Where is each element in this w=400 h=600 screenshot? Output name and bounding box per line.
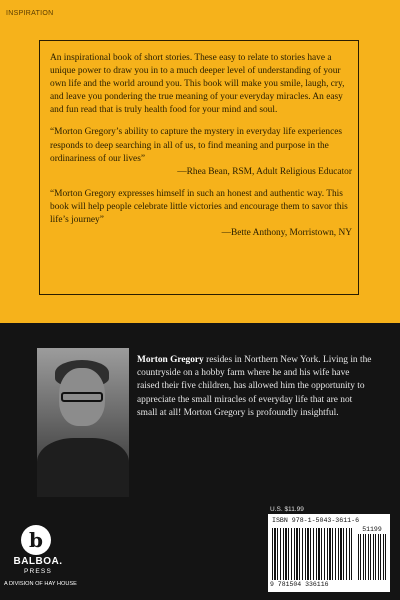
quote-2-text: “Morton Gregory expresses himself in such an honest and authentic way. This book will help people celebrate little victories and encourage them to savor this life’s journey” bbox=[50, 188, 348, 226]
barcode bbox=[268, 514, 390, 592]
author-photo bbox=[37, 348, 129, 497]
book-description: An inspirational book of short stories. These easy to relate to stories have a unique power to draw you in to a much deeper level of understanding of your own life and the world around you. This book will make you smile, laugh, cry, and leave you pondering the true meaning of your everyday miracles. An easy and fun read that is truly health food for your mind and soul. bbox=[50, 53, 345, 116]
blurb-text-block bbox=[50, 52, 352, 249]
barcode-bars bbox=[272, 528, 352, 580]
barcode-addon-bars bbox=[358, 534, 386, 580]
author-bio-text: resides in Northern New York. Living in the countryside on a hobby farm where he and his wife have raised their five children, has allowed him the opportunity to appreciate the small miracles of everyday life that are not small at all! Morton Gregory is profoundly insightful. bbox=[137, 355, 372, 418]
glasses-icon bbox=[61, 392, 103, 402]
barcode-addon-number: 51199 bbox=[362, 526, 382, 533]
author-shirt bbox=[37, 438, 129, 497]
balboa-logo-icon: b bbox=[21, 525, 51, 555]
quote-1-text: “Morton Gregory’s ability to capture the mystery in everyday life experiences responds to deep searching in all of us, to find meaning and purpose in the ordinariness of our lives” bbox=[50, 127, 343, 164]
isbn-text: ISBN 978-1-5043-3611-6 bbox=[272, 517, 360, 524]
category-label: INSPIRATION bbox=[6, 10, 54, 17]
author-bio bbox=[137, 354, 372, 420]
author-name: Morton Gregory bbox=[137, 355, 204, 365]
publisher-sub: PRESS bbox=[23, 568, 53, 575]
publisher-division: A DIVISION OF HAY HOUSE bbox=[4, 581, 77, 587]
quote-2-attribution: —Bette Anthony, Morristown, NY bbox=[221, 228, 352, 239]
ean-number: 9 781504 336116 bbox=[270, 581, 329, 588]
publisher-name: BALBOA. bbox=[13, 556, 63, 567]
quote-1-attribution: —Rhea Bean, RSM, Adult Religious Educator bbox=[177, 166, 352, 177]
price-label: U.S. $11.99 bbox=[270, 506, 304, 513]
